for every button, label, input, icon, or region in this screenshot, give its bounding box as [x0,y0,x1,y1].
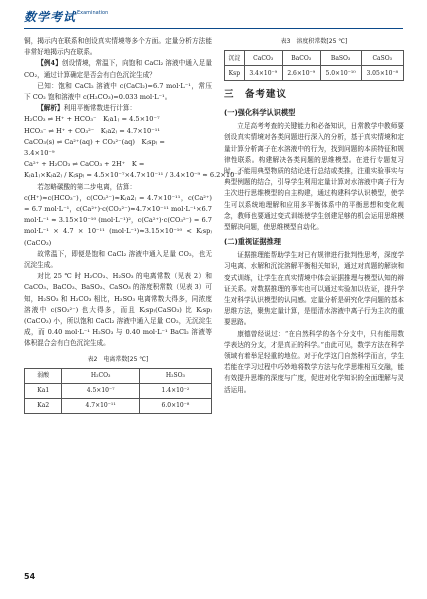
analysis-text: 利用平衡常数进行计算： [63,104,137,113]
table-cell: 4.5×10⁻⁷ [62,383,139,398]
example-paragraph [24,58,212,80]
table-header-cell: 弱酸 [25,368,62,383]
subsection-title: (二)重视证据推理 [224,237,281,247]
section-title: 三 备考建议 [224,89,288,101]
table-header-cell: H₂CO₃ [62,368,139,383]
header-rule [24,28,403,29]
table-header-cell: H₂SO₃ [139,368,211,383]
paragraph: 若忽略碳酸的第二步电离，估算： [37,182,137,191]
table-header-cell: CaSO₃ [361,51,403,66]
table-cell: 3.4×10⁻⁹ [244,66,282,81]
table-cell: 1.4×10⁻² [139,383,211,398]
table2-caption: 表2 电离常数[25 ℃] [87,355,149,363]
paragraph: 对比 25 ℃ 时 H₂CO₃、H₂SO₃ 的电离常数（见表 2）和 CaCO₃、BaCO₃、BaSO₃、CaSO₃ 的溶度积常数（见表 3）可知，H₂SO₃ 和 H₂CO₃ 相比，H₂SO₃ 电离常数大得多，同浓度溶液中 c(SO₃²⁻) 也大得多，而且 K₍sp₎(CaSO₃) 比 K₍sp₎(CaCO₃) 小，所以饱和 CaCl₂ 溶液中通入足量 CO₂，无沉淀生成，而 0.40 mol·L⁻¹ H₂SO₃ 与 0.40 mol·L⁻¹ BaCl₂ 溶液等体积混合会有白色沉淀生成。 [24,272,212,348]
subsection-title: (一)强化科学认识模型 [224,108,296,118]
equation-1: H₂CO₃ ⇌ H⁺ + HCO₃⁻ K₍a1₎ = 4.5×10⁻⁷ [24,115,160,124]
analysis-tag: 【解析】 [37,104,64,113]
equation-5: K₍a1₎×K₍a2₎ / K₍sp₎ = 4.5×10⁻⁷×4.7×10⁻¹¹ / 3.4×10⁻⁹ ≈ 6.2×10⁻⁹ [24,171,241,180]
table-header-cell: CaCO₃ [244,51,282,66]
equation-3b: 3.4×10⁻⁹ [24,149,55,158]
paragraph: c(H⁺)≈c(HCO₃⁻)，c(CO₃²⁻)≈K₍a2₎ = 4.7×10⁻¹¹，c(Ca²⁺) = 6.7 mol·L⁻¹，c(Ca²⁺)·c(CO₃²⁻)≈4.7×10⁻¹¹ mol·L⁻¹×6.7 mol·L⁻¹ ≈ 3.15×10⁻¹⁰ (mol·L⁻¹)²，c(Ca²⁺)·c(CO₃²⁻) = 6.7 mol·L⁻¹ × 4.7 × 10⁻¹¹ (mol·L⁻¹)≈3.15×10⁻¹⁰ < K₍sp₎(CaCO₃) [24,193,212,247]
ionization-constant-table [24,368,212,414]
table3-caption: 表3 溶度积常数[25 ℃] [280,38,348,45]
paragraph: 立足高考考查的关键能力和必备知识，日常教学中教师要创设真实情境对各类问题进行深入的分析，基于真实情境和定量计算分析离子在水溶液中的行为，找到问题的本质特征和规律性联系。构建解决各类问题的思维模型。在进行专题复习时，不能用典型物质的结论进行总结或类推，注重实验事实与典型例题的结合，引导学生利用定量计算对水溶液中离子行为主次进行思维模型的自主构建，通过构建科学认识模型，使学生可以系统地理解和应用多平衡体系中的平衡思想和变化观念，教师也要通过变式训练使学生创建足够的机会运用思维模型解决问题，使思维模型自动化。 [224,122,404,232]
given-paragraph: 已知：饱和 CaCl₂ 溶液中 c(CaCl₂)=6.7 mol·L⁻¹，常压下 CO₂ 饱和溶液中 c(H₂CO₃)=0.033 mol·L⁻¹。 [24,81,212,102]
analysis-paragraph [24,103,212,114]
paragraph: 康德曾经说过：“在自然科学的各个分支中，只有能用数学表达的分支，才是真正的科学。”由此可见，数学方法在科学领域有着举足轻重的地位。对于化学这门自然科学而言，学生若能在学习过程中巧妙地将数学方法与化学思维相互交融，能有效提升思维的深度与广度，促进对化学知识的全面理解与灵活运用。 [224,329,404,394]
page-number: 54 [24,572,36,581]
equation-2: HCO₃⁻ ⇌ H⁺ + CO₃²⁻ K₍a2₎ = 4.7×10⁻¹¹ [24,126,160,135]
table-cell: 2.6×10⁻⁹ [282,66,320,81]
solubility-product-table [224,50,404,81]
table-cell: Ka1 [25,383,62,398]
table-row [25,383,212,398]
table-row [25,398,212,413]
table-cell: Ka2 [25,398,62,413]
table-header-cell: 沉淀 [225,51,245,66]
paragraph: 证据推理能帮助学生对已有规律进行批判性思考，深度学习电离、水解和沉淀溶解平衡相关知识，通过对真题的解读和变式训练，让学生在真实情境中体会证据推理与模型认知的辩证关系。对数据推理的事实也可以通过实验加以佐证，提升学生对科学认识模型的认同感。定量分析是研究化学问题的基本思维方法，聚焦定量计算，是厘清水溶液中离子行为主次的重要思路。 [224,251,404,327]
table-cell: 4.7×10⁻¹¹ [62,398,139,413]
table-header-cell: BaSO₃ [320,51,361,66]
paragraph: 铜，揭示内在联系和创设真实情境等多个方面。定量分析方法能非常好地揭示内在联系。 [24,37,212,57]
table-cell: 3.05×10⁻⁸ [361,66,403,81]
left-column [24,36,241,414]
paragraph: 故常温下，即便是饱和 CaCl₂ 溶液中通入足量 CO₂，也无沉淀生成。 [24,249,212,270]
table-header-row [225,51,404,66]
equation-3: CaCO₃(s) ⇌ Ca²⁺(aq) + CO₃²⁻(aq) K₍sp₎ = [24,137,165,146]
page-header [0,0,427,30]
table-cell: 5.0×10⁻¹⁰ [320,66,361,81]
right-column [224,36,404,396]
example-tag: 【例4】 [37,59,62,68]
table-header-cell: BaCO₃ [282,51,320,66]
journal-brand: 数学考试 [24,10,77,24]
table-cell: Ksp [225,66,245,81]
table-row [225,66,404,81]
journal-brand-sub: Examination [77,10,109,16]
example-text: 创设情境，常温下，向饱和 CaCl₂ 溶液中通入足量 CO₂，通过计算确定是否会有白色沉淀生成？ [24,59,212,79]
equation-4: Ca²⁺ + H₂CO₃ ⇌ CaCO₃ + 2H⁺ K = [24,160,145,169]
table-cell: 6.0×10⁻⁸ [139,398,211,413]
table-header-row [25,368,212,383]
